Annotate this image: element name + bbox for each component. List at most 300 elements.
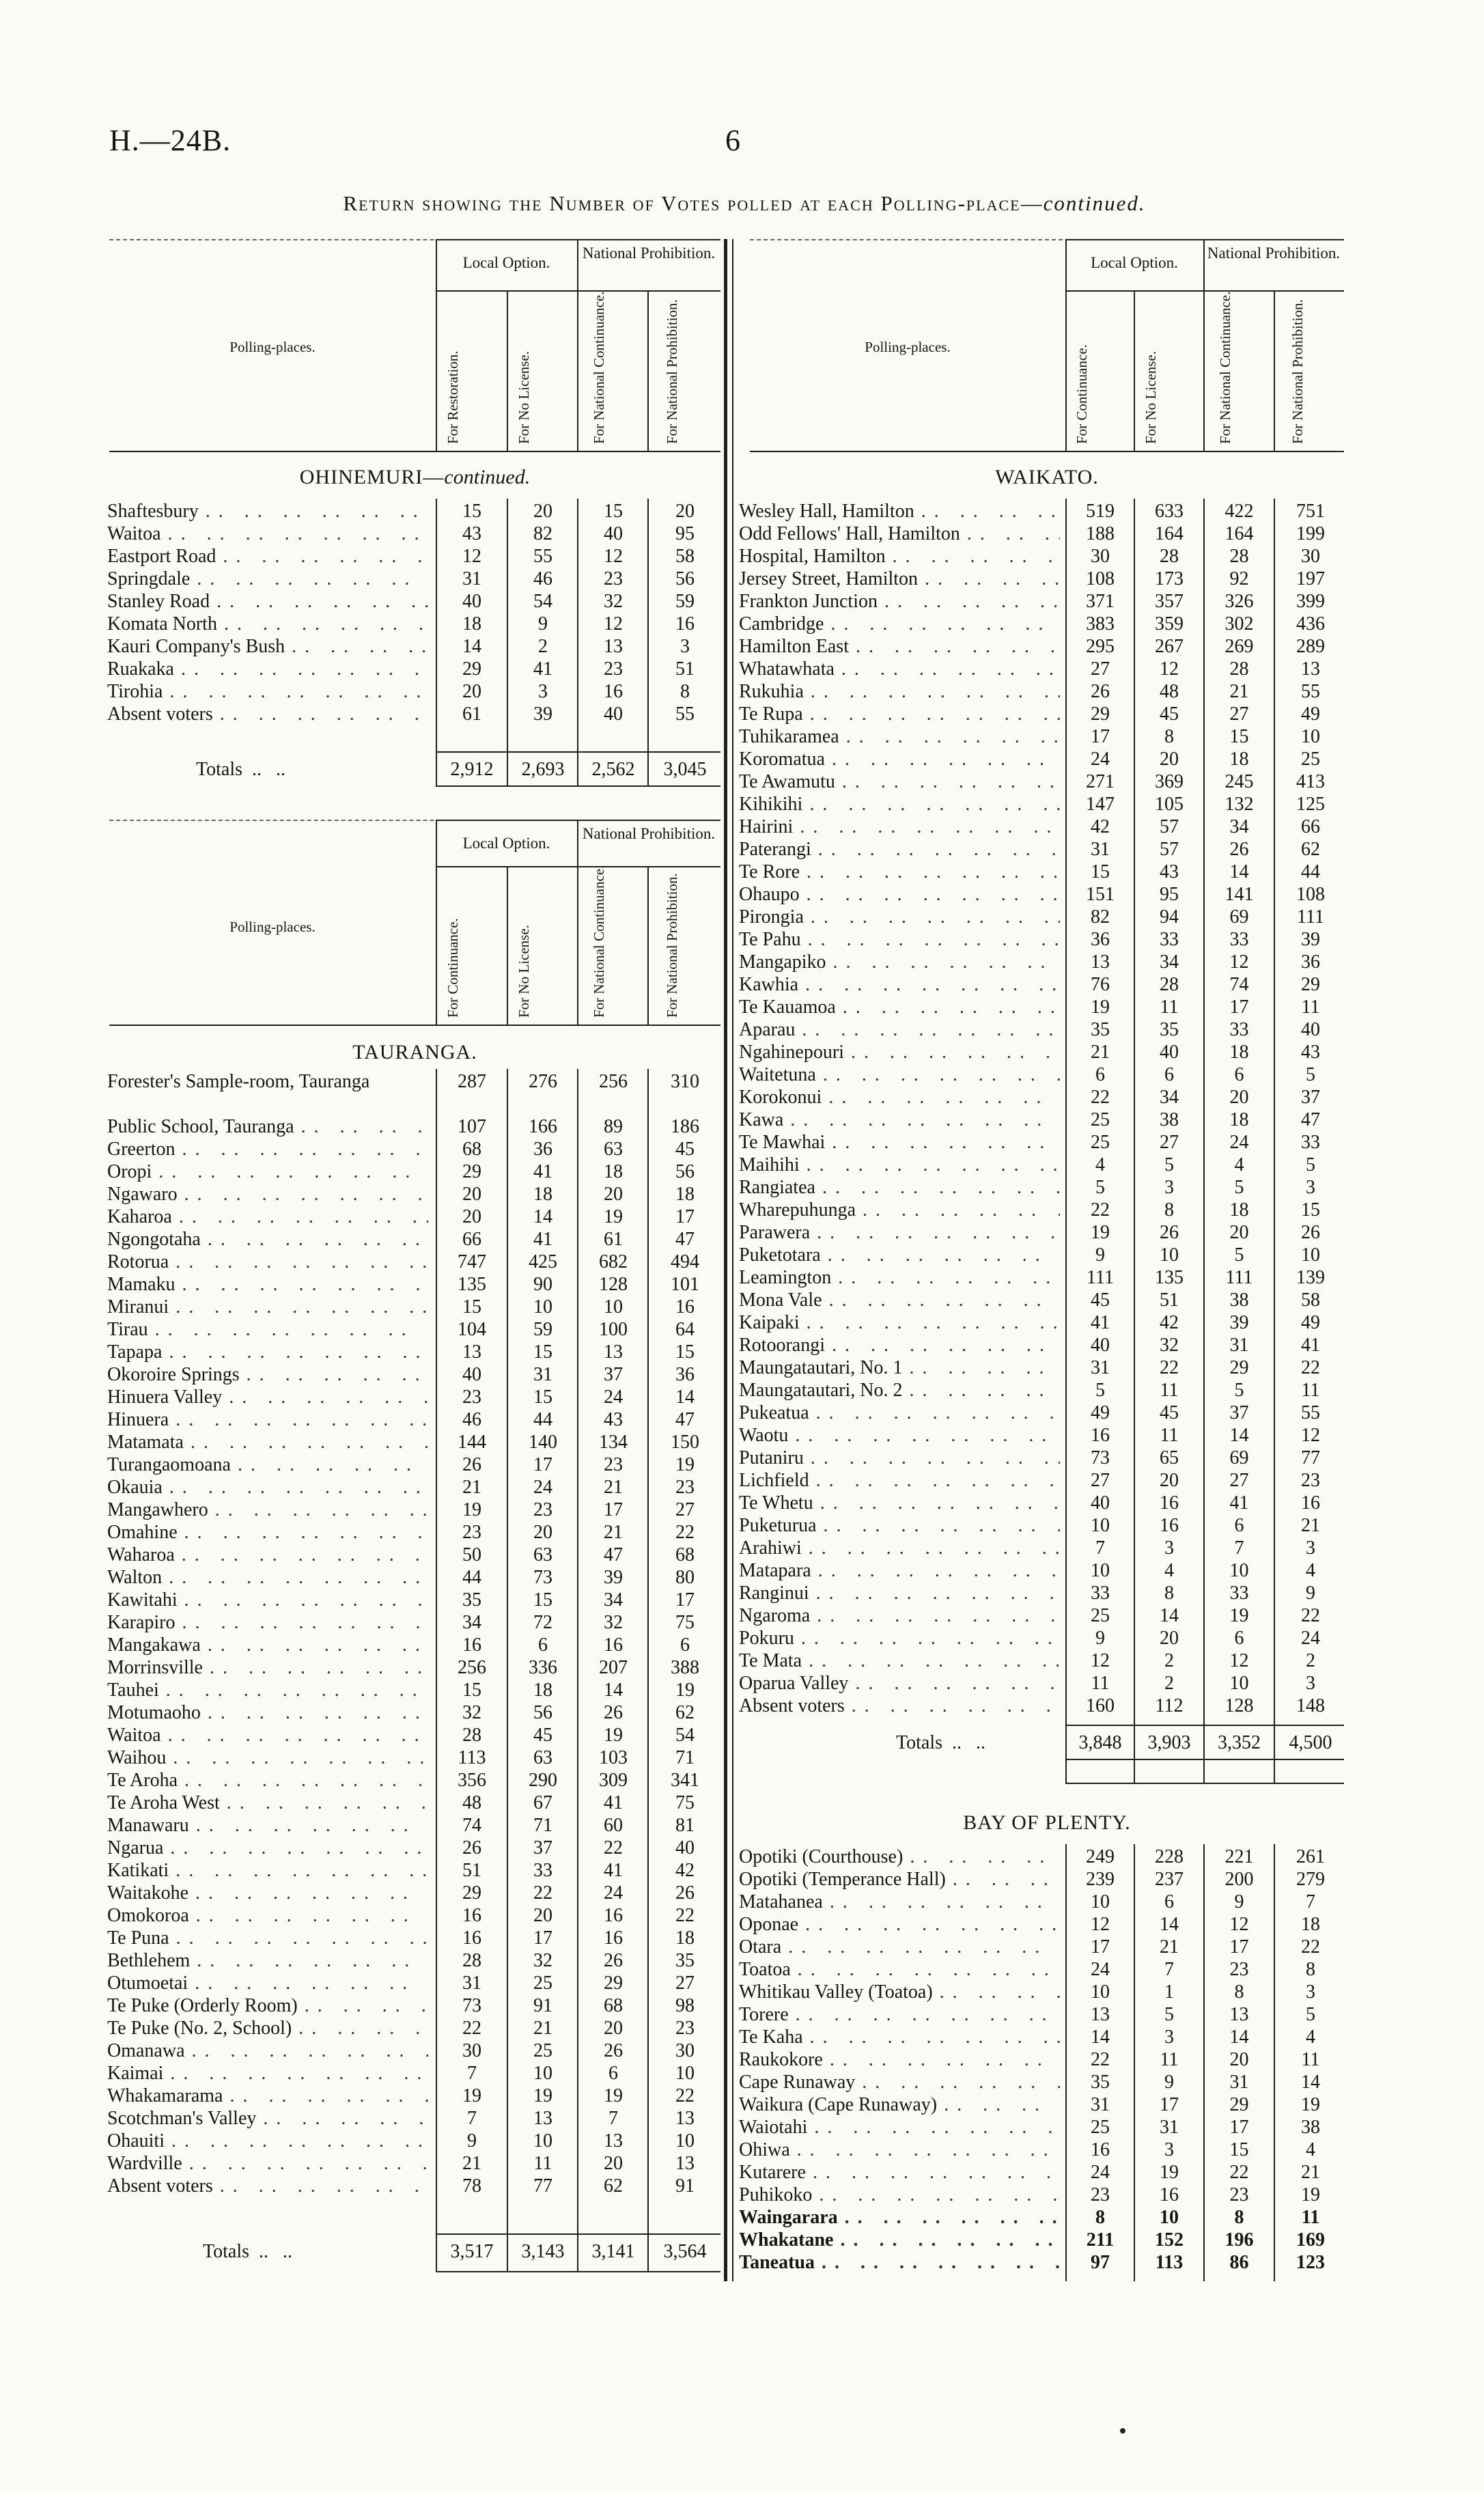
vote-count: 20 [1160,1470,1179,1491]
vote-count: 27 [1229,704,1249,725]
vote-count: 111 [1225,1267,1253,1288]
table-row [107,1927,722,1949]
vote-count: 28 [462,1725,481,1746]
vote-count: 37 [533,1837,552,1858]
polling-place-name: Ngahinepouri .. .. [739,1041,1060,1063]
vote-count: 8 [1164,1199,1174,1221]
polling-place-name: Jersey Street, Hamilton .. .. [739,568,1060,590]
vote-count: 10 [604,1296,623,1318]
vote-count: 68 [604,1995,623,2016]
polling-place-name: Maungatautari, No. 2 .. .. [739,1379,1060,1402]
polling-place-name: Opotiki (Courthouse) .. .. [739,1846,1060,1868]
polling-place-name: Oropi .. .. [107,1160,428,1183]
vote-count: 413 [1296,771,1325,792]
vote-count: 3 [680,636,690,657]
vote-count: 13 [1091,951,1110,973]
vote-count: 36 [675,1364,695,1385]
vote-count: 24 [1301,1628,1320,1649]
table-row [107,1499,722,1521]
table-row [107,590,722,613]
vote-count: 33 [1229,1019,1249,1040]
table-row [739,1913,1347,1936]
polling-place-name: Te Whetu .. .. [739,1492,1060,1514]
polling-place-name: Korokonui .. .. [739,1086,1060,1109]
vote-count: 12 [1160,658,1179,680]
table-row [739,2003,1347,2026]
vote-count: 92 [1229,568,1249,589]
vote-count: 289 [1296,636,1325,657]
polling-place-name: Waikura (Cape Runaway) .. .. [739,2093,1060,2116]
vote-count: 16 [1160,1515,1179,1536]
vote-count: 12 [1229,1914,1249,1935]
vote-count: 59 [533,1319,552,1340]
vote-count: 20 [604,2018,623,2039]
table-row [739,1176,1347,1199]
table-row [739,1244,1347,1266]
vote-count: 11 [1091,1673,1110,1694]
vote-count: 16 [462,1905,481,1926]
table-row [107,1115,722,1138]
vote-count: 8 [1306,1959,1315,1980]
vote-count: 18 [604,1161,623,1182]
vote-count: 8 [1164,726,1174,747]
vote-count: 19 [462,1499,481,1520]
polling-place-name: Scotchman's Valley .. .. [107,2107,428,2130]
polling-place-name: Pirongia .. .. [739,906,1060,928]
table-row [739,906,1347,928]
vote-count: 16 [604,1927,623,1949]
vote-count: 287 [458,1071,486,1092]
vote-count: 164 [1155,523,1184,544]
vote-count: 147 [1086,794,1115,815]
table-row [739,1672,1347,1695]
vote-count: 30 [675,2040,695,2061]
page-number: 6 [725,124,740,157]
table-row [107,613,722,635]
vote-count: 30 [1301,546,1320,567]
polling-place-name: Waingarara .. .. [739,2206,1060,2229]
table-row [739,1379,1347,1402]
vote-count: 107 [458,1116,486,1137]
polling-place-name: Te Rupa .. .. [739,703,1060,725]
vote-count: 249 [1086,1846,1115,1867]
stray-dot [1120,2428,1125,2434]
polling-place-name: Wardville .. .. [107,2152,428,2175]
vote-count: 23 [462,1522,481,1543]
vote-count: 40 [604,523,623,544]
polling-place-name: Pukeatua .. .. [739,1402,1060,1424]
vote-count: 25 [1091,1605,1110,1626]
table-row [739,1846,1347,1868]
table-row [107,1904,722,1927]
vote-count: 19 [1301,2184,1320,2205]
vote-count: 256 [458,1657,486,1678]
polling-place-name: Kawa .. .. [739,1109,1060,1131]
vote-count: 14 [1229,861,1249,882]
vote-count: 356 [458,1770,486,1791]
vote-count: 42 [1091,816,1110,837]
table-row [107,1589,722,1611]
polling-place-name: Karapiro .. .. [107,1611,428,1634]
totals-label: Totals .. [896,1731,985,1755]
table-row [107,1994,722,2017]
table-row [739,1582,1347,1604]
ohinemuri-name: OHINEMURI— [299,466,445,488]
vote-count: 261 [1296,1846,1325,1867]
total-value: 3,903 [1147,1732,1191,1753]
vote-count: 23 [604,658,623,680]
vote-count: 5 [1306,1154,1315,1175]
vote-count: 310 [671,1071,699,1092]
vote-count: 151 [1086,884,1115,905]
vote-count: 12 [604,546,623,567]
vote-count: 12 [1091,1914,1110,1935]
vote-count: 13 [675,2153,695,2174]
vote-count: 67 [533,1792,552,1813]
vote-count: 55 [675,704,695,725]
total-value: 3,141 [591,2241,635,2262]
vote-count: 10 [1091,1515,1110,1536]
polling-place-name: Ngarua .. .. [107,1837,428,1859]
vote-count: 199 [1296,523,1325,544]
polling-place-name: Te Kaha .. .. [739,2026,1060,2048]
vote-count: 24 [1229,1132,1249,1153]
vote-count: 24 [1091,749,1110,770]
vote-count: 326 [1224,591,1254,612]
vote-count: 2 [1306,1650,1315,1671]
vote-count: 29 [1229,2094,1249,2115]
table-row [739,1537,1347,1559]
vote-count: 20 [533,1522,552,1543]
table-row [739,1221,1347,1244]
vote-count: 37 [604,1364,623,1385]
table-row [739,1627,1347,1649]
vote-count: 19 [1160,2162,1179,2183]
vote-count: 29 [1091,704,1110,725]
for-national-continuance-header-3: For National Continuance. [1217,291,1233,444]
vote-count: 383 [1086,613,1115,635]
vote-count: 309 [599,1770,628,1791]
table-row [107,2039,722,2062]
vote-count: 49 [1301,1312,1320,1333]
vote-count: 14 [1160,1914,1179,1935]
vote-count: 44 [462,1567,481,1588]
vote-count: 357 [1155,591,1184,612]
vote-count: 751 [1296,501,1325,522]
vote-count: 24 [604,1882,623,1904]
vote-count: 494 [671,1251,699,1272]
vote-count: 135 [1155,1267,1184,1288]
vote-count: 33 [533,1860,552,1881]
vote-count: 16 [1160,1492,1179,1514]
table-row [739,1695,1347,1717]
vote-count: 28 [1160,546,1179,567]
vote-count: 26 [675,1882,695,1904]
total-value: 2,693 [521,759,565,780]
polling-place-name: Te Puke (No. 2, School) .. .. [107,2017,428,2039]
vote-count: 36 [1301,951,1320,973]
vote-count: 5 [1095,1380,1105,1401]
vote-count: 43 [1301,1042,1320,1063]
vote-count: 150 [671,1432,699,1453]
vote-count: 48 [462,1792,481,1813]
polling-place-name: Rangiatea .. .. [739,1176,1060,1199]
vote-count: 27 [1160,1132,1179,1153]
section-tauranga: TAURANGA. [352,1041,477,1063]
vote-count: 6 [1234,1628,1244,1649]
vote-count: 29 [1301,974,1320,995]
vote-count: 23 [1229,2184,1249,2205]
vote-count: 46 [533,568,552,589]
polling-place-name: Te Aroha .. .. [107,1769,428,1792]
table-row [739,2026,1347,2048]
vote-count: 29 [604,1973,623,1994]
polling-place-name: Oponae .. .. [739,1913,1060,1936]
vote-count: 73 [462,1995,481,2016]
vote-count: 38 [1229,1290,1249,1311]
total-value: 3,848 [1078,1732,1122,1753]
vote-count: 108 [1086,568,1115,589]
vote-count: 31 [533,1364,552,1385]
vote-count: 15 [533,1589,552,1611]
table-row [739,613,1347,635]
vote-count: 20 [1229,1222,1249,1243]
vote-count: 38 [1160,1109,1179,1130]
vote-count: 12 [1229,1650,1249,1671]
vote-count: 12 [462,546,481,567]
vote-count: 3 [1164,1177,1174,1198]
table-row [739,1981,1347,2003]
vote-count: 104 [458,1319,486,1340]
for-continuance-header-2: For Continuance. [445,918,461,1018]
vote-count: 15 [462,1296,481,1318]
polling-place-name: Matamata .. .. [107,1431,428,1453]
table-row [107,1070,722,1115]
table-row [739,523,1347,545]
polling-place-name: Waitoa .. .. [107,523,428,545]
polling-place-name: Omanawa .. .. [107,2039,428,2062]
vote-count: 45 [1160,704,1179,725]
vote-count: 25 [533,1973,552,1994]
vote-count: 10 [1301,1244,1320,1266]
vote-count: 13 [604,636,623,657]
vote-count: 31 [1160,2117,1179,2138]
table-row [739,951,1347,973]
polling-place-name: Putaniru .. .. [739,1447,1060,1469]
vote-count: 19 [533,2085,552,2106]
vote-count: 15 [604,501,623,522]
vote-count: 65 [1160,1447,1179,1468]
vote-count: 28 [462,1950,481,1971]
vote-count: 24 [1091,2162,1110,2183]
table-row [107,1341,722,1363]
vote-count: 27 [675,1499,695,1520]
vote-count: 35 [675,1950,695,1971]
vote-count: 103 [599,1747,628,1768]
vote-count: 76 [1091,974,1110,995]
table-row [739,1559,1347,1582]
vote-count: 21 [1301,2162,1320,2183]
vote-count: 279 [1296,1869,1325,1890]
vote-count: 11 [1160,1380,1179,1401]
vote-count: 276 [529,1071,557,1092]
vote-count: 24 [604,1387,623,1408]
polling-place-name: Hinuera .. .. [107,1408,428,1431]
vote-count: 7 [608,2108,618,2129]
vote-count: 302 [1224,613,1254,635]
vote-count: 12 [604,613,623,635]
table-row [107,1746,722,1769]
vote-count: 58 [675,546,695,567]
vote-count: 19 [604,2085,623,2106]
vote-count: 57 [1160,839,1179,860]
polling-place-name: Ngongotaha .. .. [107,1228,428,1251]
polling-place-name: Matahanea .. .. [739,1891,1060,1913]
vote-count: 39 [1301,929,1320,950]
vote-count: 29 [462,1882,481,1904]
polling-place-name: Rotoorangi .. .. [739,1334,1060,1356]
polling-place-name: Absent voters .. .. [739,1695,1060,1717]
vote-count: 6 [538,1634,548,1656]
section-bay-of-plenty: BAY OF PLENTY. [963,1811,1131,1834]
vote-count: 20 [604,2153,623,2174]
vote-count: 747 [458,1251,486,1272]
polling-place-name: Ohiwa .. .. [739,2139,1060,2161]
vote-count: 41 [604,1860,623,1881]
table-row [107,1701,722,1724]
vote-count: 682 [599,1251,628,1272]
vote-count: 10 [1091,1981,1110,2003]
vote-count: 94 [1160,906,1179,928]
vote-count: 14 [675,1387,695,1408]
polling-place-name: Kawitahi .. .. [107,1589,428,1611]
vote-count: 33 [1301,1132,1320,1153]
polling-place-name: Te Aroha West .. .. [107,1792,428,1814]
vote-count: 22 [1301,1357,1320,1378]
table-row [739,1131,1347,1154]
vote-count: 8 [1234,1981,1244,2003]
polling-place-name: Mangakawa .. .. [107,1634,428,1656]
vote-count: 425 [529,1251,557,1272]
vote-count: 211 [1086,2229,1115,2251]
table-row [107,1679,722,1701]
vote-count: 13 [604,2130,623,2151]
vote-count: 18 [675,1927,695,1949]
polling-place-name: Maungatautari, No. 1 .. .. [739,1356,1060,1379]
vote-count: 14 [1160,1605,1179,1626]
table-row [739,1086,1347,1109]
vote-count: 26 [1301,1222,1320,1243]
table-row [107,568,722,590]
vote-count: 15 [1091,861,1110,882]
vote-count: 164 [1224,523,1254,544]
vote-count: 97 [1091,2252,1110,2273]
table-row [739,2229,1347,2251]
for-national-continuance-header-2: For National Continuance. [591,865,607,1018]
polling-place-name: Frankton Junction .. .. [739,590,1060,613]
vote-count: 111 [1087,1267,1114,1288]
vote-count: 22 [1229,2162,1249,2183]
polling-place-name: Wharepuhunga .. .. [739,1199,1060,1221]
vote-count: 221 [1224,1846,1254,1867]
table-row [107,2152,722,2175]
table-row [107,1656,722,1679]
table-row [739,1334,1347,1356]
vote-count: 98 [675,1995,695,2016]
vote-count: 22 [1091,1199,1110,1221]
table-row [107,2085,722,2107]
vote-count: 7 [467,2108,477,2129]
polling-place-name: Waharoa .. .. [107,1544,428,1566]
table-row [107,680,722,703]
vote-count: 40 [462,591,481,612]
vote-count: 3 [538,681,548,702]
vote-count: 113 [458,1747,486,1768]
vote-count: 39 [604,1567,623,1588]
vote-count: 18 [675,1184,695,1205]
vote-count: 32 [462,1702,481,1723]
vote-count: 47 [1301,1109,1320,1130]
vote-count: 16 [675,613,695,635]
vote-count: 160 [1086,1695,1115,1716]
table-row [107,1814,722,1837]
table-row [739,1447,1347,1469]
polling-place-name: Okoroire Springs .. .. [107,1363,428,1386]
vote-count: 25 [1091,1109,1110,1130]
total-value: 3,045 [663,759,707,780]
total-value: 3,352 [1218,1732,1261,1753]
vote-count: 10 [1301,726,1320,747]
vote-count: 36 [1091,929,1110,950]
table-row [107,2062,722,2085]
table-row [107,1228,722,1251]
for-national-continuance-header: For National Continuance. [591,291,607,444]
vote-count: 24 [533,1477,552,1498]
polling-place-name: Rotorua .. .. [107,1251,428,1273]
vote-count: 45 [1160,1402,1179,1423]
local-option-label: Local Option. [462,254,550,271]
vote-count: 4 [1306,2139,1315,2160]
polling-place-name: Opotiki (Temperance Hall) .. .. [739,1868,1060,1891]
vote-count: 33 [1091,1583,1110,1604]
polling-place-name: Ranginui .. .. [739,1582,1060,1604]
vote-count: 40 [1091,1335,1110,1356]
polling-place-name: Te Kauamoa .. .. [739,996,1060,1018]
vote-count: 40 [675,1837,695,1858]
vote-count: 17 [1091,1936,1110,1958]
vote-count: 5 [1095,1177,1105,1198]
vote-count: 17 [604,1499,623,1520]
polling-place-name: Shaftesbury .. .. [107,500,428,523]
vote-count: 22 [604,1837,623,1858]
vote-count: 14 [533,1206,552,1227]
vote-count: 111 [1297,906,1324,928]
vote-count: 18 [1229,1042,1249,1063]
polling-place-name: Ohauiti .. .. [107,2130,428,2152]
vote-count: 82 [533,523,552,544]
table-row [739,1958,1347,1981]
for-restoration-header: For Restoration. [445,350,461,444]
vote-count: 336 [529,1657,557,1678]
vote-count: 13 [1229,2004,1249,2025]
vote-count: 77 [1301,1447,1320,1468]
vote-count: 4 [1234,1154,1244,1175]
vote-count: 63 [533,1747,552,1768]
table-row [107,1273,722,1296]
vote-count: 105 [1155,794,1184,815]
polling-place-name: Waihou .. .. [107,1746,428,1769]
vote-count: 66 [462,1229,481,1250]
